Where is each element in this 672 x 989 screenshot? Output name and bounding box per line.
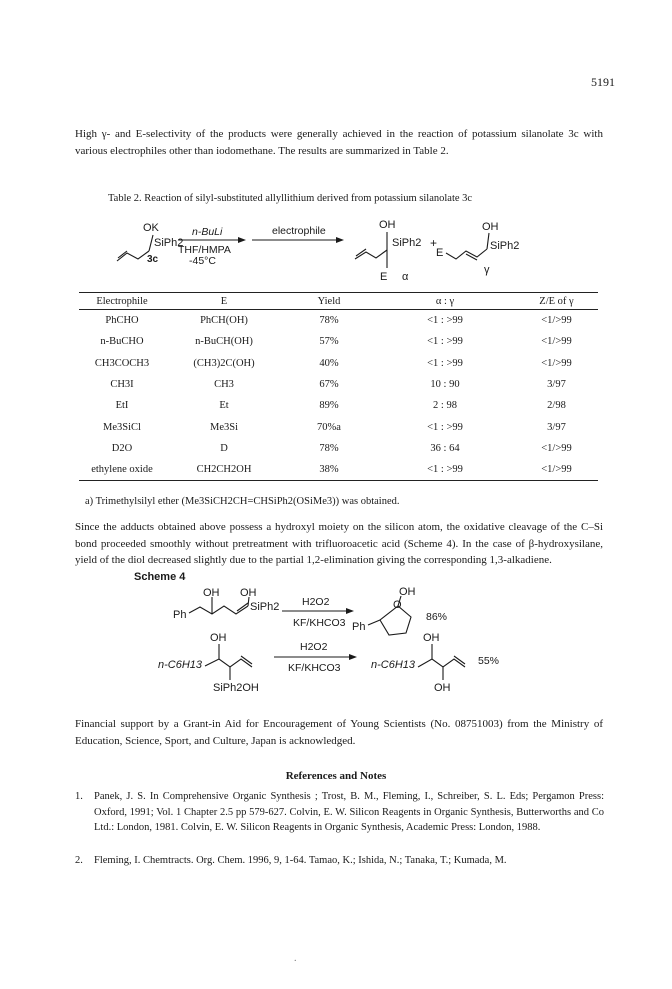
cell-ratio: <1 : >99: [375, 459, 515, 481]
table-row: [79, 310, 598, 332]
reactant-sipht2: SiPh2: [154, 237, 184, 249]
row1-si: SiPh2: [250, 601, 280, 613]
cell-yield: 40%: [319, 357, 339, 369]
cell-e: D: [220, 442, 228, 454]
reagent-nbuli: n-BuLi: [192, 226, 223, 238]
row2-product-oh-top: OH: [423, 632, 440, 644]
cell-electrophile: ethylene oxide: [79, 459, 165, 481]
cell-electrophile: D2O: [111, 442, 133, 454]
alpha-product-chain: [355, 250, 387, 259]
row2-product-oh-bottom: OH: [434, 682, 451, 694]
reagent-electrophile: electrophile: [272, 225, 326, 237]
cell-electrophile: PhCHO: [105, 315, 139, 327]
reagent-thf-hmpa: THF/HMPA: [178, 244, 231, 256]
row1-reagent-top: H2O2: [302, 596, 330, 608]
table-body: [79, 310, 598, 481]
table-row: [79, 331, 598, 352]
reference-text: Panek, J. S. In Comprehensive Organic Synthesis ; Trost, B. M., Fleming, I., Schreiber, S. L. Eds; Pergamon Press: Oxford, 1991; Vol. 1 Chapter 2.5 pp 579-627. Colvin, E. W. Silicon Reagents in Organic Synthesis, Butterworths and Co Ltd.: London, 1981. Colvin, E. W. Silicon Reagents in Organic Synthesis, Academic Press: London, 1988.: [94, 791, 604, 833]
cell-yield: 78%: [319, 315, 339, 327]
row1-product-ph: Ph: [352, 621, 366, 633]
cell-yield: 38%: [283, 459, 375, 481]
header-electrophile: Electrophile: [79, 293, 165, 310]
cell-ratio: <1 : >99: [427, 357, 463, 369]
acknowledgment: Financial support by a Grant-in Aid for Encouragement of Young Scientists (No. 08751003) from the Ministry of Education, Science, Sport, and Culture, Japan is acknowledged.: [75, 718, 603, 747]
table-row: [79, 438, 598, 459]
alpha-product-si: SiPh2: [392, 237, 422, 249]
row1-oh-1: OH: [203, 587, 220, 599]
page-number: 5191: [591, 75, 615, 89]
body-paragraph: Since the adducts obtained above possess a hydroxyl moiety on the silicon atom, the oxidative cleavage of the C–Si bond proceeded smoothly without pretreatment with trifluoroacetic acid (Scheme 4). In the case of β-hydroxysilane, yield of the diol decreased slightly due to the partial 1,2-elimination giving the corresponding 1,3-alkadiene.: [75, 521, 603, 566]
gamma-product-si: SiPh2: [490, 240, 520, 252]
plus-sign: +: [430, 236, 438, 250]
row2-product-chain: [418, 659, 465, 667]
cell-yield: 89%: [319, 400, 339, 412]
row1-reagent-bottom: KF/KHCO3: [293, 617, 346, 629]
alpha-product-e: E: [380, 271, 388, 283]
table-footnote: a) Trimethylsilyl ether (Me3SiCH2CH=CHSiPh2(OSiMe3)) was obtained.: [85, 496, 400, 507]
cell-ratio: <1 : >99: [427, 336, 463, 348]
scheme-4-title: Scheme 4: [134, 571, 186, 583]
cell-ratio: 36 : 64: [430, 442, 460, 454]
reactant-ok: OK: [143, 222, 159, 234]
alpha-product-oh: OH: [379, 219, 396, 231]
cell-ze: <1/>99: [541, 442, 572, 454]
cell-yield: 67%: [319, 379, 339, 391]
table-row: [79, 374, 598, 395]
row1-product-o: O: [393, 599, 402, 611]
cell-electrophile: Me3SiCl: [103, 421, 141, 433]
cell-e: CH3: [214, 379, 234, 391]
cell-yield: 78%: [319, 442, 339, 454]
scheme-4: [0, 560, 672, 740]
cell-ratio: <1 : >99: [427, 421, 463, 433]
cell-ratio: 10 : 90: [430, 379, 460, 391]
gamma-product-e: E: [436, 247, 444, 259]
cell-ze: 3/97: [547, 421, 566, 433]
cell-ze: 3/97: [547, 379, 566, 391]
row2-product-alkyl: n-C6H13: [371, 659, 416, 671]
row2-reagent-top: H2O2: [300, 641, 328, 653]
cell-electrophile: n-BuCHO: [100, 336, 144, 348]
cell-yield: 70%a: [317, 421, 341, 433]
row2-substrate-chain: [205, 659, 252, 667]
row2-alkyl: n-C6H13: [158, 659, 203, 671]
cell-ze: <1/>99: [541, 336, 572, 348]
row1-oh-2: OH: [240, 587, 257, 599]
table-caption: Table 2. Reaction of silyl-substituted allyllithium derived from potassium silanolate 3c: [108, 193, 473, 204]
cell-e: n-BuCH(OH): [195, 336, 253, 348]
reference-number: 1.: [75, 791, 83, 802]
cell-e: Et: [219, 400, 229, 412]
reference-number: 2.: [75, 855, 83, 866]
row2-si: SiPh2OH: [213, 682, 259, 694]
cell-ze: 2/98: [547, 400, 566, 412]
reference-text: Fleming, I. Chemtracts. Org. Chem. 1996, 9, 1-64. Tamao, K.; Ishida, N.; Tanaka, T.; Kumada, M.: [94, 855, 507, 866]
header-ratio: α : γ: [375, 293, 515, 310]
row1-yield: 86%: [426, 611, 448, 623]
table-row: [79, 416, 598, 437]
gamma-product-oh: OH: [482, 221, 499, 233]
compound-label: 3c: [147, 254, 159, 265]
reaction-scheme-top: [0, 0, 672, 290]
row2-reagent-bottom: KF/KHCO3: [288, 662, 341, 674]
cell-e: (CH3)2C(OH): [193, 357, 255, 369]
cell-yield: 57%: [319, 336, 339, 348]
table-row: [79, 459, 598, 481]
table-row: [79, 353, 598, 374]
reagent-temperature: -45°C: [189, 255, 216, 267]
row1-ph: Ph: [173, 609, 187, 621]
header-e: E: [165, 293, 283, 310]
table-header-row: [79, 293, 598, 310]
alpha-label: α: [402, 271, 409, 283]
cell-ratio: <1 : >99: [427, 315, 463, 327]
row2-oh: OH: [210, 632, 227, 644]
cell-ze: <1/>99: [541, 357, 572, 369]
cell-e: Me3Si: [209, 421, 238, 433]
references-title: References and Notes: [285, 770, 387, 782]
reactant-ok-bond: [149, 235, 153, 251]
cell-electrophile: EtI: [115, 400, 129, 412]
gamma-label: γ: [484, 264, 490, 276]
intro-paragraph: High γ- and E-selectivity of the products were generally achieved in the reaction of potassium silanolate 3c with various electrophiles other than iodomethane. The results are summarized in Table 2.: [75, 128, 603, 157]
cell-e: PhCH(OH): [200, 315, 248, 327]
reactant-allyl-chain: [117, 251, 149, 261]
cell-ze: <1/>99: [515, 459, 598, 481]
bottom-mark: .: [294, 953, 297, 964]
cell-ratio: 2 : 98: [433, 400, 457, 412]
results-table: [79, 292, 598, 481]
cell-electrophile: CH3COCH3: [94, 357, 150, 369]
table-row: [79, 395, 598, 416]
cell-electrophile: CH3I: [110, 379, 134, 391]
header-yield: Yield: [283, 293, 375, 310]
row2-yield: 55%: [478, 655, 500, 667]
cell-e: CH2CH2OH: [165, 459, 283, 481]
header-ze: Z/E of γ: [515, 293, 598, 310]
cell-ze: <1/>99: [541, 315, 572, 327]
row1-product-oh: OH: [399, 586, 416, 598]
